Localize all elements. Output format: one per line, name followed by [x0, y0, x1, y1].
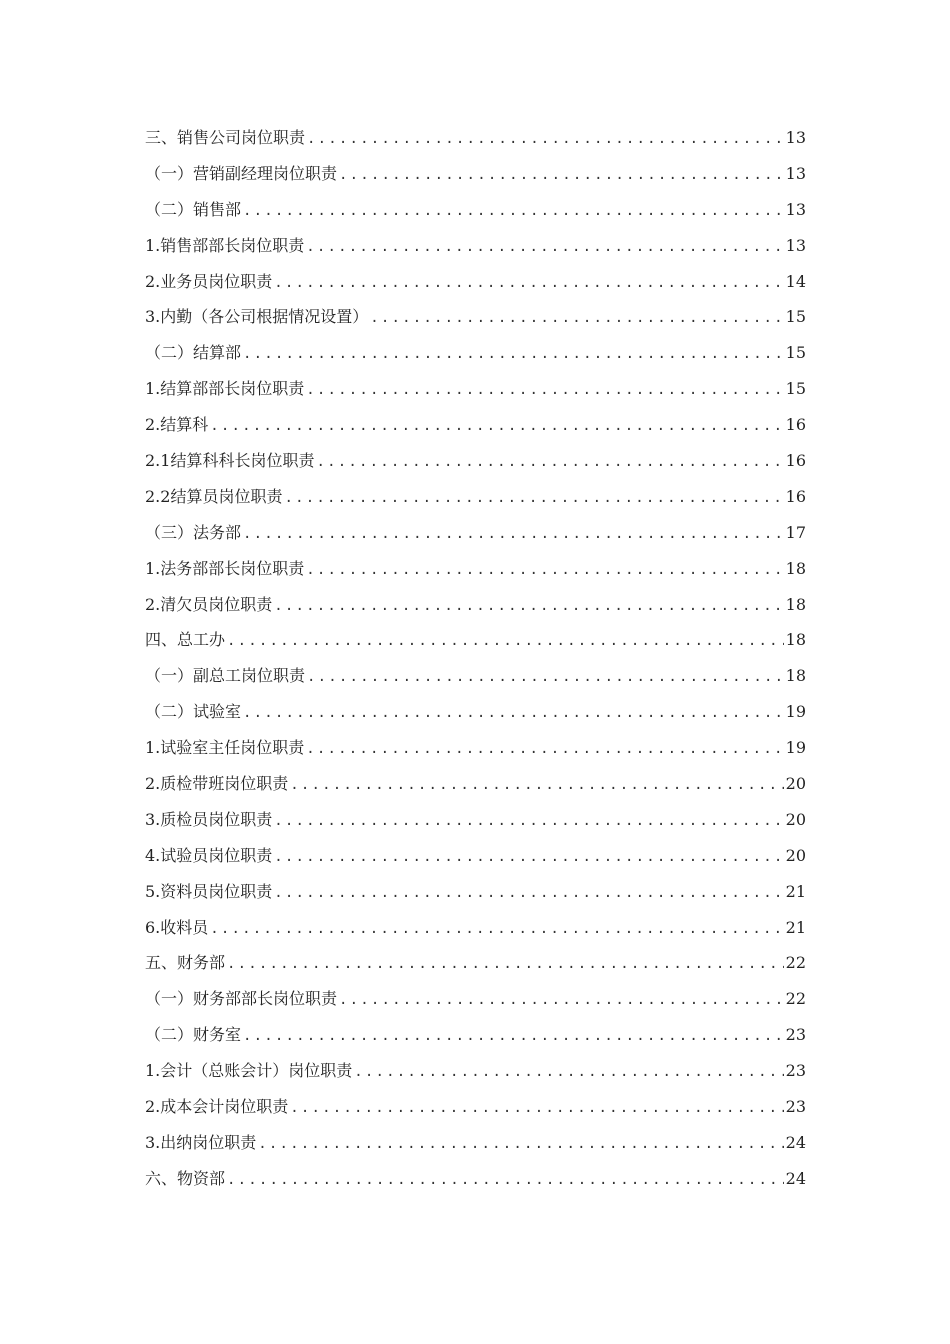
toc-dot-leader [243, 337, 784, 373]
toc-entry-page: 16 [785, 415, 806, 435]
toc-dot-leader [274, 840, 783, 876]
toc-dot-leader [274, 876, 783, 912]
toc-entry[interactable] [145, 730, 806, 766]
toc-entry-page: 14 [785, 271, 806, 291]
toc-entry-page: 20 [785, 809, 806, 829]
toc-entry[interactable] [145, 910, 806, 946]
toc-dot-leader [258, 1127, 783, 1163]
toc-entry[interactable] [145, 766, 806, 802]
toc-entry-title: 1.销售部部长岗位职责 [145, 235, 305, 255]
toc-entry-page: 15 [785, 343, 806, 363]
toc-entry[interactable] [145, 945, 806, 981]
toc-entry-page: 21 [785, 881, 806, 901]
toc-entry-page: 13 [785, 199, 806, 219]
toc-entry-page: 15 [785, 379, 806, 399]
toc-entry[interactable] [145, 587, 806, 623]
toc-entry-title: （三）法务部 [145, 522, 242, 542]
toc-entry-page: 18 [785, 558, 806, 578]
toc-entry[interactable] [145, 658, 806, 694]
toc-dot-leader [274, 804, 783, 840]
toc-dot-leader [243, 194, 784, 230]
toc-entry-page: 18 [785, 666, 806, 686]
toc-dot-leader [290, 768, 783, 804]
toc-entry[interactable] [145, 228, 806, 264]
toc-entry-title: 2.质检带班岗位职责 [145, 774, 289, 794]
toc-entry-title: 1.结算部部长岗位职责 [145, 379, 305, 399]
toc-dot-leader [370, 301, 783, 337]
toc-entry-title: （二）试验室 [145, 702, 242, 722]
toc-entry-page: 13 [785, 128, 806, 147]
toc-entry[interactable] [145, 1053, 806, 1089]
toc-entry[interactable] [145, 694, 806, 730]
toc-entry-page: 20 [785, 845, 806, 865]
toc-entry-title: 六、物资部 [145, 1168, 226, 1188]
toc-entry-page: 22 [785, 953, 806, 973]
toc-entry-title: 5.资料员岗位职责 [145, 881, 273, 901]
toc-entry-title: 2.清欠员岗位职责 [145, 594, 273, 614]
toc-entry-title: 2.成本会计岗位职责 [145, 1097, 289, 1117]
table-of-contents [145, 120, 806, 1197]
toc-entry-title: 6.收料员 [145, 917, 209, 937]
toc-entry[interactable] [145, 874, 806, 910]
toc-entry-title: （一）副总工岗位职责 [145, 666, 306, 686]
toc-entry[interactable] [145, 802, 806, 838]
toc-entry[interactable] [145, 1161, 806, 1197]
toc-entry-title: 3.内勤（各公司根据情况设置） [145, 307, 369, 327]
toc-entry-title: （二）结算部 [145, 343, 242, 363]
toc-dot-leader [339, 983, 784, 1019]
toc-dot-leader [307, 660, 784, 696]
toc-entry[interactable] [145, 407, 806, 443]
toc-dot-leader [243, 696, 784, 732]
toc-entry-title: （二）销售部 [145, 199, 242, 219]
toc-entry[interactable] [145, 1089, 806, 1125]
toc-entry[interactable] [145, 981, 806, 1017]
toc-entry-page: 19 [785, 702, 806, 722]
toc-entry[interactable] [145, 622, 806, 658]
toc-entry-page: 22 [785, 989, 806, 1009]
toc-entry-page: 18 [785, 630, 806, 650]
toc-dot-leader [307, 122, 784, 158]
toc-entry[interactable] [145, 838, 806, 874]
toc-entry-page: 24 [785, 1168, 806, 1188]
toc-dot-leader [243, 517, 784, 553]
toc-entry[interactable] [145, 479, 806, 515]
toc-entry-title: （一）财务部部长岗位职责 [145, 989, 338, 1009]
toc-entry-title: 2.结算科 [145, 415, 209, 435]
toc-entry[interactable] [145, 1017, 806, 1053]
toc-entry-title: 2.1结算科科长岗位职责 [145, 451, 315, 471]
toc-entry-title: （一）营销副经理岗位职责 [145, 163, 338, 183]
toc-dot-leader [339, 158, 784, 194]
toc-entry-page: 15 [785, 307, 806, 327]
toc-entry-title: 四、总工办 [145, 630, 226, 650]
toc-entry[interactable] [145, 335, 806, 371]
toc-entry-page: 19 [785, 738, 806, 758]
toc-dot-leader [274, 589, 783, 625]
toc-dot-leader [227, 1163, 784, 1199]
toc-entry-title: 3.质检员岗位职责 [145, 809, 273, 829]
toc-dot-leader [306, 732, 783, 768]
toc-entry-page: 23 [785, 1025, 806, 1045]
toc-entry[interactable] [145, 551, 806, 587]
toc-entry-page: 24 [785, 1132, 806, 1152]
toc-entry-title: 2.2结算员岗位职责 [145, 486, 283, 506]
toc-entry-page: 23 [785, 1097, 806, 1117]
toc-entry[interactable] [145, 515, 806, 551]
toc-entry[interactable] [145, 299, 806, 335]
toc-entry-title: 1.试验室主任岗位职责 [145, 738, 305, 758]
toc-dot-leader [284, 481, 783, 517]
toc-dot-leader [274, 266, 783, 302]
toc-entry[interactable] [145, 1125, 806, 1161]
toc-entry[interactable] [145, 264, 806, 300]
toc-entry-title: 4.试验员岗位职责 [145, 845, 273, 865]
toc-entry[interactable] [145, 192, 806, 228]
toc-entry-title: （二）财务室 [145, 1025, 242, 1045]
toc-entry[interactable] [145, 371, 806, 407]
toc-dot-leader [227, 947, 784, 983]
toc-dot-leader [210, 912, 783, 948]
toc-entry-title: 三、销售公司岗位职责 [145, 128, 306, 147]
toc-entry-title: 五、财务部 [145, 953, 226, 973]
toc-dot-leader [306, 230, 783, 266]
toc-dot-leader [227, 624, 784, 660]
toc-entry-page: 20 [785, 774, 806, 794]
toc-entry-page: 13 [785, 163, 806, 183]
toc-entry-page: 17 [785, 522, 806, 542]
toc-entry-page: 23 [785, 1061, 806, 1081]
toc-entry[interactable] [145, 443, 806, 479]
toc-dot-leader [290, 1091, 783, 1127]
toc-entry-title: 1.法务部部长岗位职责 [145, 558, 305, 578]
toc-dot-leader [306, 553, 783, 589]
toc-entry[interactable] [145, 156, 806, 192]
toc-dot-leader [210, 409, 783, 445]
toc-entry-page: 18 [785, 594, 806, 614]
toc-entry-title: 1.会计（总账会计）岗位职责 [145, 1061, 353, 1081]
toc-entry-page: 21 [785, 917, 806, 937]
toc-entry-page: 16 [785, 451, 806, 471]
toc-entry[interactable] [145, 120, 806, 156]
toc-dot-leader [243, 1019, 784, 1055]
toc-dot-leader [354, 1055, 783, 1091]
toc-entry-page: 13 [785, 235, 806, 255]
toc-dot-leader [306, 373, 783, 409]
toc-dot-leader [316, 445, 783, 481]
toc-entry-title: 3.出纳岗位职责 [145, 1132, 257, 1152]
toc-entry-page: 16 [785, 486, 806, 506]
toc-entry-title: 2.业务员岗位职责 [145, 271, 273, 291]
